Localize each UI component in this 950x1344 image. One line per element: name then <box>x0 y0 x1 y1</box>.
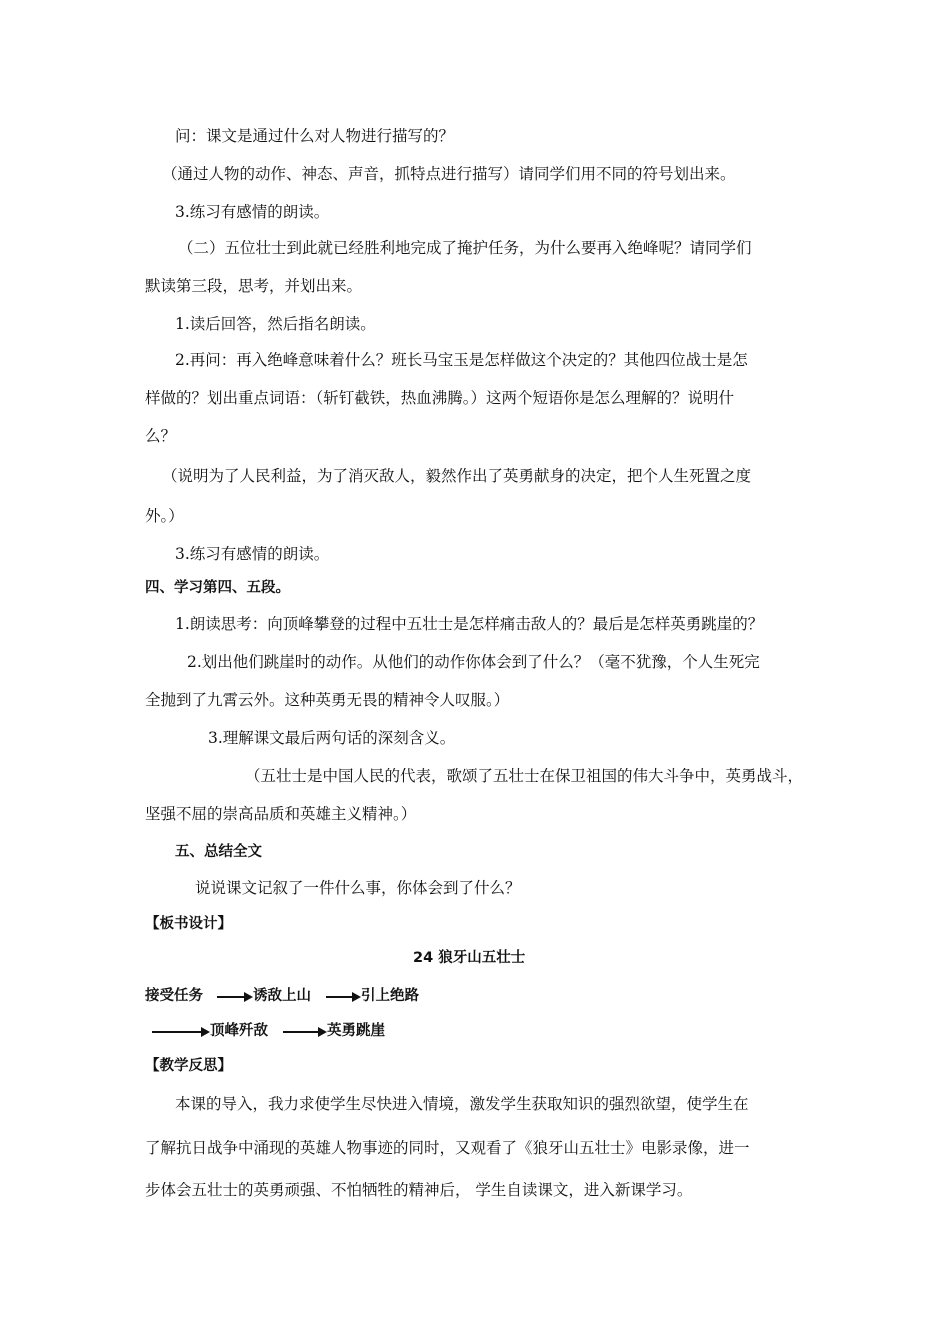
step-two-line: 2.再问：再入绝峰意味着什么？班长马宝玉是怎样做这个决定的？其他四位战士是怎 <box>175 351 748 369</box>
arrow-right-icon <box>152 1031 208 1033</box>
question-line: 问：课文是通过什么对人物进行描写的？ <box>175 127 455 145</box>
explanation-end: 外。） <box>145 507 184 525</box>
flow-step: 接受任务 <box>145 988 203 1004</box>
section-two-cont: 默读第三段，思考，并划出来。 <box>145 277 363 295</box>
reflection-line: 了解抗日战争中涌现的英雄人物事迹的同时，又观看了《狼牙山五壮士》电影录像，进一 <box>145 1139 750 1157</box>
board-design-heading: 【板书设计】 <box>145 916 232 932</box>
arrow-right-icon <box>326 996 359 998</box>
step-two-end: 么？ <box>145 427 177 445</box>
reflection-line: 本课的导入，我力求使学生尽快进入情境，激发学生获取知识的强烈欲望，使学生在 <box>175 1095 749 1113</box>
practice-line-2: 3.练习有感情的朗读。 <box>175 545 330 563</box>
answer-line: （通过人物的动作、神态、声音，抓特点进行描写）请同学们用不同的符号划出来。 <box>162 165 736 183</box>
section-five-heading: 五、总结全文 <box>175 844 262 860</box>
meaning-line: 3.理解课文最后两句话的深刻含义。 <box>208 729 456 747</box>
practice-line: 3.练习有感情的朗读。 <box>175 203 330 221</box>
summary-line: 说说课文记叙了一件什么事，你体会到了什么？ <box>195 879 521 897</box>
step-one-line: 1.读后回答，然后指名朗读。 <box>175 315 376 333</box>
flow-step: 顶峰歼敌 <box>210 1023 268 1039</box>
meaning-cont: 坚强不屈的崇高品质和英雄主义精神。） <box>145 805 417 823</box>
reflection-line: 步体会五壮士的英勇顽强、不怕牺牲的精神后， 学生自读课文，进入新课学习。 <box>145 1181 693 1199</box>
action-line: 2.划出他们跳崖时的动作。从他们的动作你体会到了什么？（毫不犹豫，个人生死完 <box>187 653 760 671</box>
flow-step: 英勇跳崖 <box>327 1023 385 1039</box>
arrow-right-icon <box>283 1031 325 1033</box>
reflection-heading: 【教学反思】 <box>145 1058 232 1074</box>
action-cont: 全抛到了九霄云外。这种英勇无畏的精神令人叹服。） <box>145 691 510 709</box>
flow-step: 引上绝路 <box>361 988 419 1004</box>
board-title: 24 狼牙山五壮士 <box>413 950 526 966</box>
flow-step: 诱敌上山 <box>253 988 311 1004</box>
meaning-explanation: （五壮士是中国人民的代表，歌颂了五壮士在保卫祖国的伟大斗争中，英勇战斗， <box>245 767 804 785</box>
step-two-cont: 样做的？划出重点词语：（斩钉截铁，热血沸腾。）这两个短语你是怎么理解的？说明什 <box>145 389 735 407</box>
section-two-line: （二）五位壮士到此就已经胜利地完成了掩护任务，为什么要再入绝峰呢？请同学们 <box>178 239 752 257</box>
reading-question: 1.朗读思考：向顶峰攀登的过程中五壮士是怎样痛击敌人的？最后是怎样英勇跳崖的？ <box>175 615 764 633</box>
section-four-heading: 四、学习第四、五段。 <box>145 580 290 596</box>
explanation-line: （说明为了人民利益，为了消灭敌人，毅然作出了英勇献身的决定，把个人生死置之度 <box>162 467 752 485</box>
arrow-right-icon <box>217 996 251 998</box>
